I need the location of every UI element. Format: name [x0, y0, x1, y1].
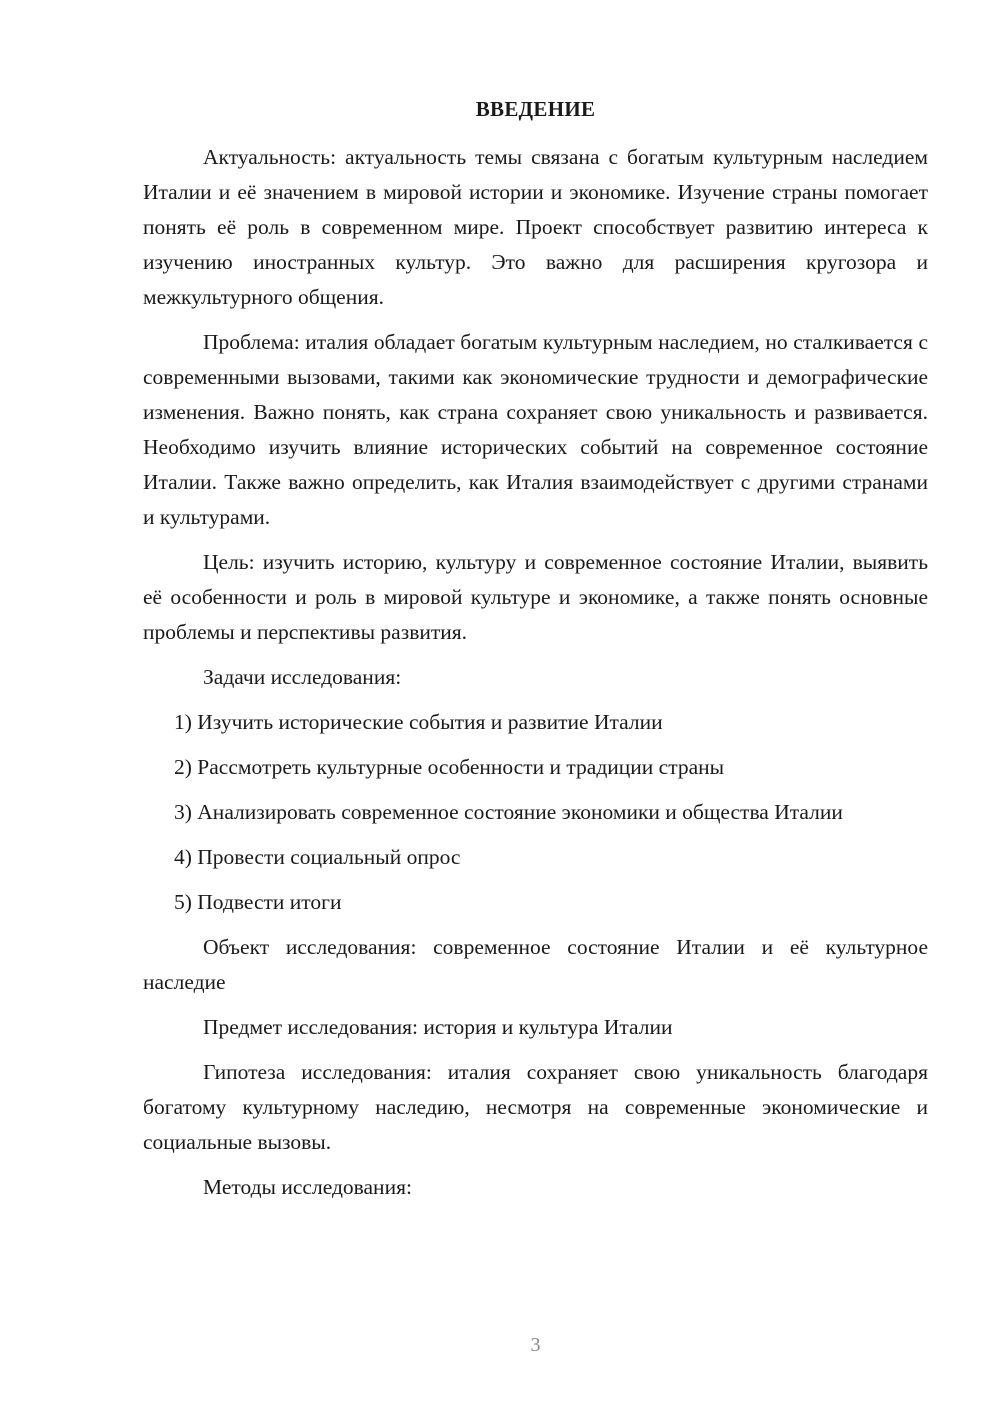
page-number: 3 — [530, 1334, 541, 1356]
problem-paragraph: Проблема: италия обладает богатым культурным наследием, но сталкивается с современными вызовами, такими как экономические трудности и демографические изменения. Важно понять, как страна сохраняет свою уникальность и развивается. Необходимо изучить влияние исторических событий на современное состояние Италии. Также важно определить, как Италия взаимодействует с другими странами и культурами. — [143, 330, 928, 529]
task-item-5: 5) Подвести итоги — [174, 890, 342, 914]
hypothesis-paragraph: Гипотеза исследования: италия сохраняет свою уникальность благодаря богатому культурному наследию, несмотря на современные экономические и социальные вызовы. — [143, 1060, 928, 1154]
task-item-2: 2) Рассмотреть культурные особенности и традиции страны — [174, 755, 725, 779]
document-body — [143, 140, 928, 1215]
document-page — [143, 0, 928, 1414]
methods-heading: Методы исследования: — [203, 1175, 412, 1199]
object-paragraph: Объект исследования: современное состояние Италии и её культурное наследие — [143, 935, 928, 994]
relevance-paragraph: Актуальность: актуальность темы связана с богатым культурным наследием Италии и её значением в мировой истории и экономике. Изучение страны помогает понять её роль в современном мире. Проект способствует развитию интереса к изучению иностранных культур. Это важно для расширения кругозора и межкультурного общения. — [143, 145, 928, 309]
page-title: ВВЕДЕНИЕ — [475, 97, 596, 121]
task-item-4: 4) Провести социальный опрос — [174, 845, 461, 869]
task-item-3: 3) Анализировать современное состояние экономики и общества Италии — [174, 800, 843, 824]
subject-paragraph: Предмет исследования: история и культура Италии — [203, 1015, 673, 1039]
tasks-heading: Задачи исследования: — [203, 665, 402, 689]
task-item-1: 1) Изучить исторические события и развитие Италии — [174, 710, 663, 734]
goal-paragraph: Цель: изучить историю, культуру и современное состояние Италии, выявить её особенности и роль в мировой культуре и экономике, а также понять основные проблемы и перспективы развития. — [143, 550, 928, 644]
